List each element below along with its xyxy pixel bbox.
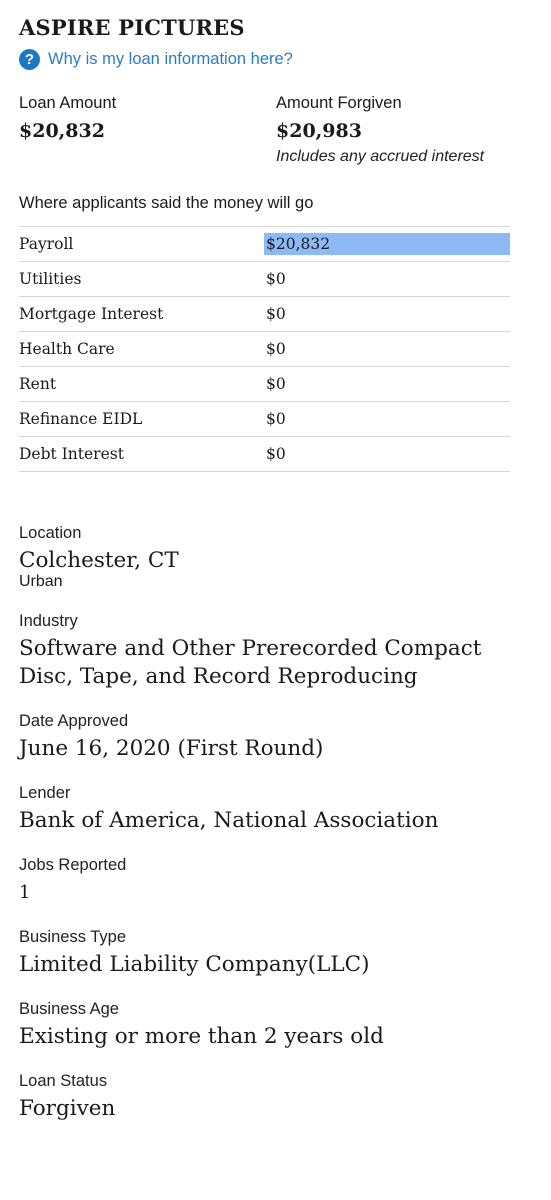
date-approved-label: Date Approved (19, 712, 129, 730)
lender-label: Lender (19, 784, 71, 802)
business-name: ASPIRE PICTURES (19, 15, 245, 40)
business-age-value: Existing or more than 2 years old (19, 1024, 384, 1049)
loan-status-label: Loan Status (19, 1072, 108, 1090)
industry-block (19, 610, 510, 691)
loan-status-block (19, 1070, 510, 1123)
jobs-block (19, 854, 510, 907)
business-age-label: Business Age (19, 1000, 119, 1018)
uses-table (19, 226, 510, 472)
uses-category: Utilities (19, 262, 264, 297)
loan-status-value: Forgiven (19, 1096, 116, 1121)
question-circle-icon: ? (19, 49, 40, 70)
loan-amount-label: Loan Amount (19, 94, 117, 112)
amounts-section (19, 92, 510, 170)
details-section (19, 522, 510, 1123)
location-sub: Urban (19, 573, 63, 590)
uses-value: $0 (266, 305, 286, 323)
why-loan-info-text: Why is my loan information here? (48, 49, 293, 68)
lender-value: Bank of America, National Association (19, 808, 439, 833)
uses-row (19, 367, 510, 402)
uses-value: $0 (266, 340, 286, 358)
uses-value-cell (264, 262, 510, 297)
uses-category: Health Care (19, 332, 264, 367)
jobs-label: Jobs Reported (19, 856, 127, 874)
date-approved-block (19, 710, 510, 763)
uses-category: Refinance EIDL (19, 402, 264, 437)
business-type-block (19, 926, 510, 979)
industry-value: Software and Other Prerecorded Compact Disc, Tape, and Record Reproducing (19, 636, 482, 689)
uses-category: Debt Interest (19, 437, 264, 472)
uses-row (19, 332, 510, 367)
uses-row (19, 402, 510, 437)
location-block (19, 522, 510, 591)
uses-row (19, 437, 510, 472)
amount-forgiven-value: $20,983 (276, 120, 362, 142)
industry-label: Industry (19, 612, 78, 630)
amount-forgiven-label: Amount Forgiven (276, 94, 402, 112)
why-loan-info-link[interactable] (19, 47, 510, 71)
uses-value-cell (264, 297, 510, 332)
business-type-value: Limited Liability Company(LLC) (19, 952, 370, 977)
uses-category: Mortgage Interest (19, 297, 264, 332)
business-type-label: Business Type (19, 928, 127, 946)
loan-amount-block (19, 92, 276, 170)
lender-block (19, 782, 510, 835)
uses-value-cell (264, 402, 510, 437)
uses-value: $20,832 (266, 235, 331, 253)
uses-title: Where applicants said the money will go (19, 194, 314, 212)
uses-value: $0 (266, 270, 286, 288)
business-age-block (19, 998, 510, 1051)
uses-value: $0 (266, 375, 286, 393)
uses-row (19, 227, 510, 262)
uses-value: $0 (266, 445, 286, 463)
date-approved-value: June 16, 2020 (First Round) (19, 736, 324, 761)
location-label: Location (19, 524, 82, 542)
amount-forgiven-note: Includes any accrued interest (276, 148, 485, 165)
uses-value-cell (264, 332, 510, 367)
uses-value-cell (264, 227, 510, 262)
loan-amount-value: $20,832 (19, 120, 105, 142)
uses-row (19, 262, 510, 297)
loan-detail-page (19, 14, 510, 1142)
uses-value-cell (264, 367, 510, 402)
uses-value-cell (264, 437, 510, 472)
location-value: Colchester, CT (19, 548, 179, 573)
uses-value: $0 (266, 410, 286, 428)
uses-row (19, 297, 510, 332)
uses-category: Rent (19, 367, 264, 402)
amount-forgiven-block (276, 92, 510, 170)
jobs-value: 1 (19, 882, 31, 903)
uses-category: Payroll (19, 227, 264, 262)
